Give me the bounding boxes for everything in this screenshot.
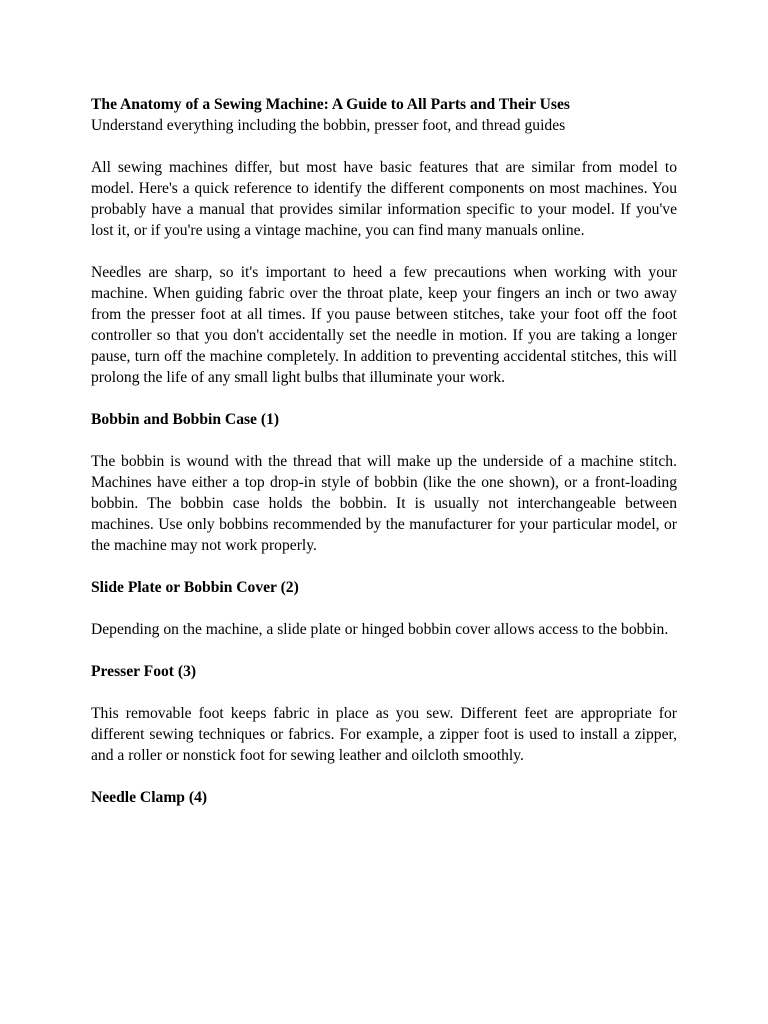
intro-paragraph: All sewing machines differ, but most have basic features that are similar from model to model. Here's a quick reference to identify the different components on most machines. You probably have a manual that provides similar information specific to your model. If you've lost it, or if you're using a vintage machine, you can find many manuals online.	[91, 159, 677, 239]
document-title: The Anatomy of a Sewing Machine: A Guide to All Parts and Their Uses	[91, 96, 570, 113]
section-body-slide-plate: Depending on the machine, a slide plate or hinged bobbin cover allows access to the bobbin.	[91, 621, 669, 638]
section-body-presser-foot: This removable foot keeps fabric in place as you sew. Different feet are appropriate for different sewing techniques or fabrics. For example, a zipper foot is used to install a zipper, and a roller or nonstick foot for sewing leather and oilcloth smoothly.	[91, 705, 677, 764]
section-body-bobbin: The bobbin is wound with the thread that will make up the underside of a machine stitch. Machines have either a top drop-in style of bobbin (like the one shown), or a front-loading bobbin. The bobbin case holds the bobbin. It is usually not interchangeable between machines. Use only bobbins recommended by the manufacturer for your particular model, or the machine may not work properly.	[91, 453, 677, 554]
section-heading-bobbin: Bobbin and Bobbin Case (1)	[91, 411, 280, 428]
section-heading-presser-foot: Presser Foot (3)	[91, 663, 197, 680]
section-heading-slide-plate: Slide Plate or Bobbin Cover (2)	[91, 579, 299, 596]
intro-paragraph: Needles are sharp, so it's important to heed a few precautions when working with your machine. When guiding fabric over the throat plate, keep your fingers an inch or two away from the presser foot at all times. If you pause between stitches, take your foot off the foot controller so that you don't accidentally set the needle in motion. If you are taking a longer pause, turn off the machine completely. In addition to preventing accidental stitches, this will prolong the life of any small light bulbs that illuminate your work.	[91, 264, 677, 386]
section-heading-needle-clamp: Needle Clamp (4)	[91, 789, 208, 806]
document-subtitle: Understand everything including the bobbin, presser foot, and thread guides	[91, 117, 566, 134]
document-page	[91, 94, 677, 829]
